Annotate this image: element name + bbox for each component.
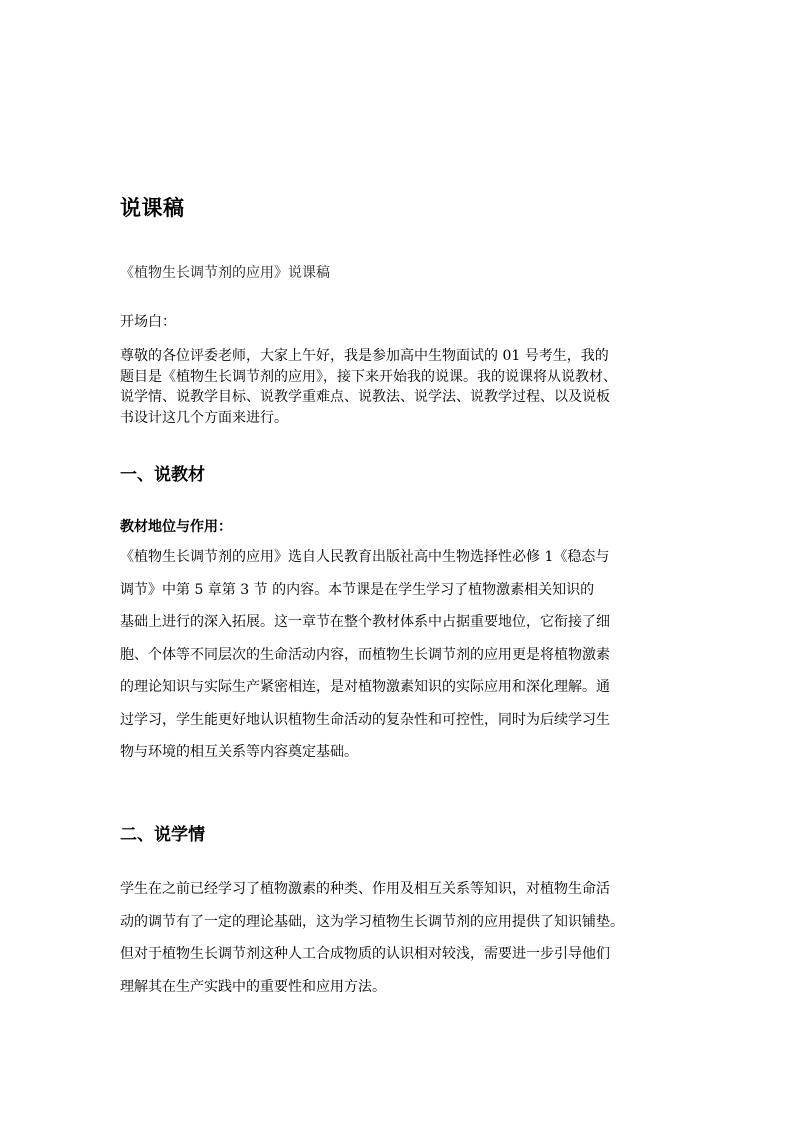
- students-line: 学生在之前已经学习了植物激素的种类、作用及相互关系等知识，对植物生命活: [120, 881, 610, 897]
- intro-line: 题目是《植物生长调节剂的应用》，接下来开始我的说课。我的说课将从说教材、: [120, 368, 617, 385]
- textbook-line: 的理论知识与实际生产紧密相连，是对植物激素知识的实际应用和深化理解。通: [120, 679, 610, 695]
- textbook-line: 基础上进行的深入拓展。这一章节在整个教材体系中占据重要地位，它衔接了细: [120, 614, 610, 630]
- textbook-line: 调节》中第 5 章第 3 节 的内容。本节课是在学生学习了植物激素相关知识的: [120, 581, 595, 598]
- students-paragraph: [120, 873, 624, 1003]
- subsection-heading-textbook-role: 教材地位与作用：: [120, 519, 232, 535]
- document-subtitle: 《植物生长调节剂的应用》说课稿: [120, 265, 330, 281]
- textbook-paragraph: [120, 541, 610, 769]
- students-line: 动的调节有了一定的理论基础，这为学习植物生长调节剂的应用提供了知识铺垫。: [120, 913, 624, 930]
- textbook-line: 《植物生长调节剂的应用》选自人民教育出版社高中生物选择性必修 1《稳态与: [120, 549, 610, 565]
- textbook-line: 物与环境的相互关系等内容奠定基础。: [120, 744, 358, 760]
- document-title: 说课稿: [120, 196, 185, 220]
- intro-paragraph: [120, 346, 617, 428]
- textbook-line: 胞、个体等不同层次的生命活动内容，而植物生长调节剂的应用更是将植物激素: [120, 646, 610, 663]
- intro-line: 说学情、说教学目标、说教学重难点、说教法、说学法、说教学过程、以及说板: [120, 389, 610, 405]
- section-heading-students: 二、说学情: [120, 825, 205, 845]
- intro-line: 尊敬的各位评委老师，大家上午好，我是参加高中生物面试的 01 号考生，我的: [120, 348, 609, 364]
- opening-label: 开场白：: [120, 314, 176, 330]
- students-line: 但对于植物生长调节剂这种人工合成物质的认识相对较浅，需要进一步引导他们: [120, 946, 610, 962]
- students-line: 理解其在生产实践中的重要性和应用方法。: [120, 978, 386, 995]
- intro-line: 书设计这几个方面来进行。: [120, 409, 288, 426]
- section-heading-textbook: 一、说教材: [120, 465, 205, 485]
- textbook-line: 过学习，学生能更好地认识植物生命活动的复杂性和可控性，同时为后续学习生: [120, 711, 610, 728]
